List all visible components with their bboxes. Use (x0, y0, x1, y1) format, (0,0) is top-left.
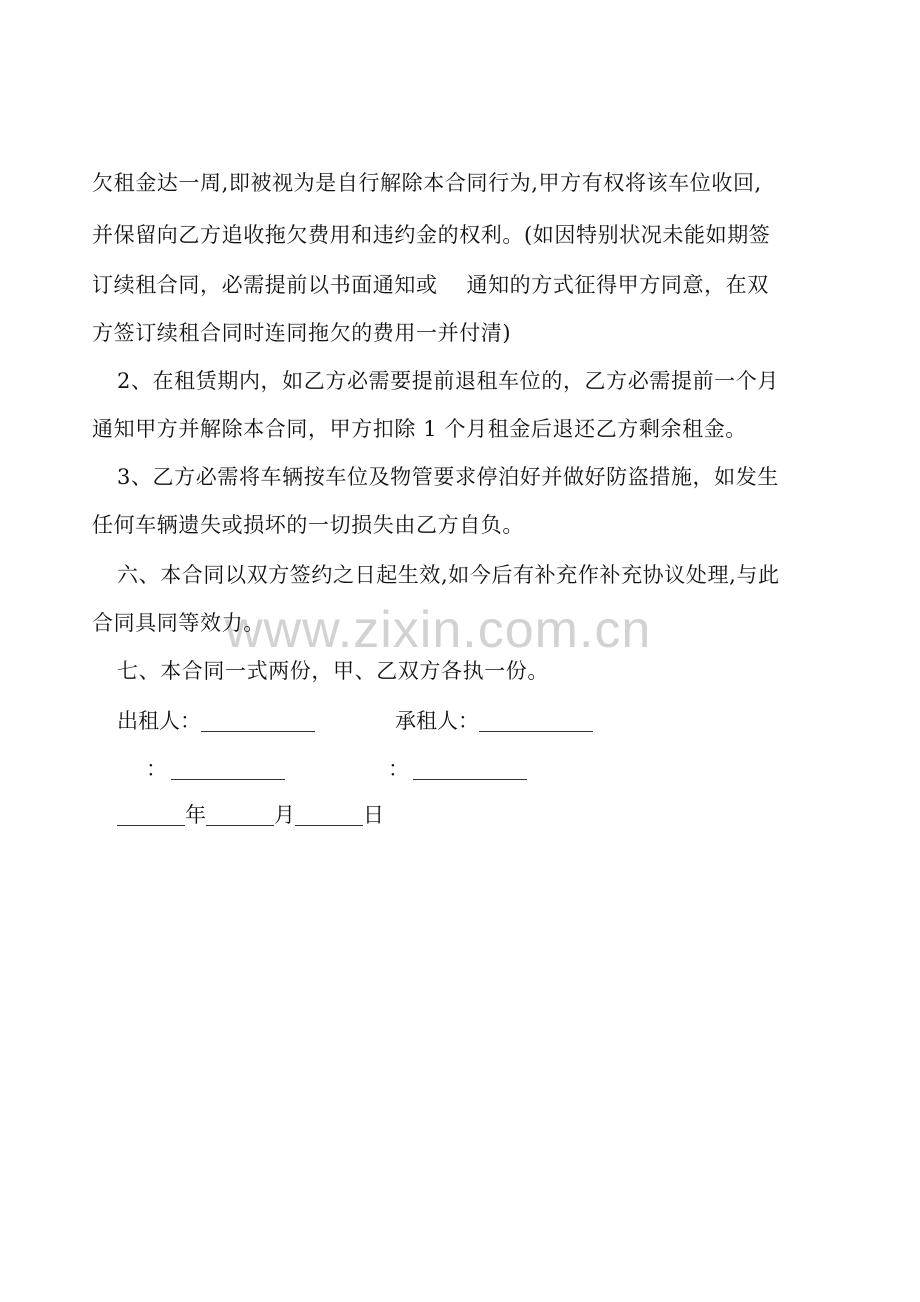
section-7-line: 七、本合同一式两份，甲、乙双方各执一份。 (117, 659, 549, 683)
date-row (117, 800, 384, 830)
lessor-label: 出租人： (117, 709, 201, 733)
paragraph-line: 并保留向乙方追收拖欠费用和违约金的权利。(如因特别状况未能如期签 (92, 223, 771, 247)
lessee-label: 承租人： (395, 709, 479, 733)
lessee-extra-row (388, 754, 527, 784)
clause-3-line: 任何车辆遗失或损坏的一切损失由乙方自负。 (92, 513, 524, 537)
lessee-extra-blank[interactable] (413, 757, 527, 780)
paragraph-line: 方签订续租合同时连同拖欠的费用一并付清) (92, 321, 512, 345)
lessor-signature-row (117, 706, 315, 736)
paragraph-line: 欠租金达一周,即被视为是自行解除本合同行为,甲方有权将该车位收回, (92, 171, 762, 195)
clause-3-line: 3、乙方必需将车辆按车位及物管要求停泊好并做好防盗措施，如发生 (117, 465, 779, 489)
colon-label: ： (388, 757, 409, 781)
colon-label: ： (146, 757, 167, 781)
lessee-signature-row (395, 706, 593, 736)
lessor-extra-row (146, 754, 285, 784)
section-6-line: 合同具同等效力。 (92, 611, 265, 635)
year-blank[interactable] (117, 803, 185, 826)
watermark: www.zixin.com.cn (225, 601, 652, 659)
day-label: 日 (363, 803, 384, 827)
lessor-signature-blank[interactable] (201, 709, 315, 732)
month-blank[interactable] (206, 803, 274, 826)
section-6-line: 六、本合同以双方签约之日起生效,如今后有补充作补充协议处理,与此 (117, 563, 780, 587)
paragraph-line: 订续租合同，必需提前以书面通知或 通知的方式征得甲方同意，在双 (92, 273, 769, 297)
clause-2-line: 通知甲方并解除本合同，甲方扣除 1 个月租金后退还乙方剩余租金。 (92, 417, 747, 441)
lessee-signature-blank[interactable] (479, 709, 593, 732)
year-label: 年 (185, 803, 206, 827)
clause-2-line: 2、在租赁期内，如乙方必需要提前退租车位的，乙方必需提前一个月 (117, 369, 779, 393)
day-blank[interactable] (295, 803, 363, 826)
lessor-extra-blank[interactable] (171, 757, 285, 780)
month-label: 月 (274, 803, 295, 827)
